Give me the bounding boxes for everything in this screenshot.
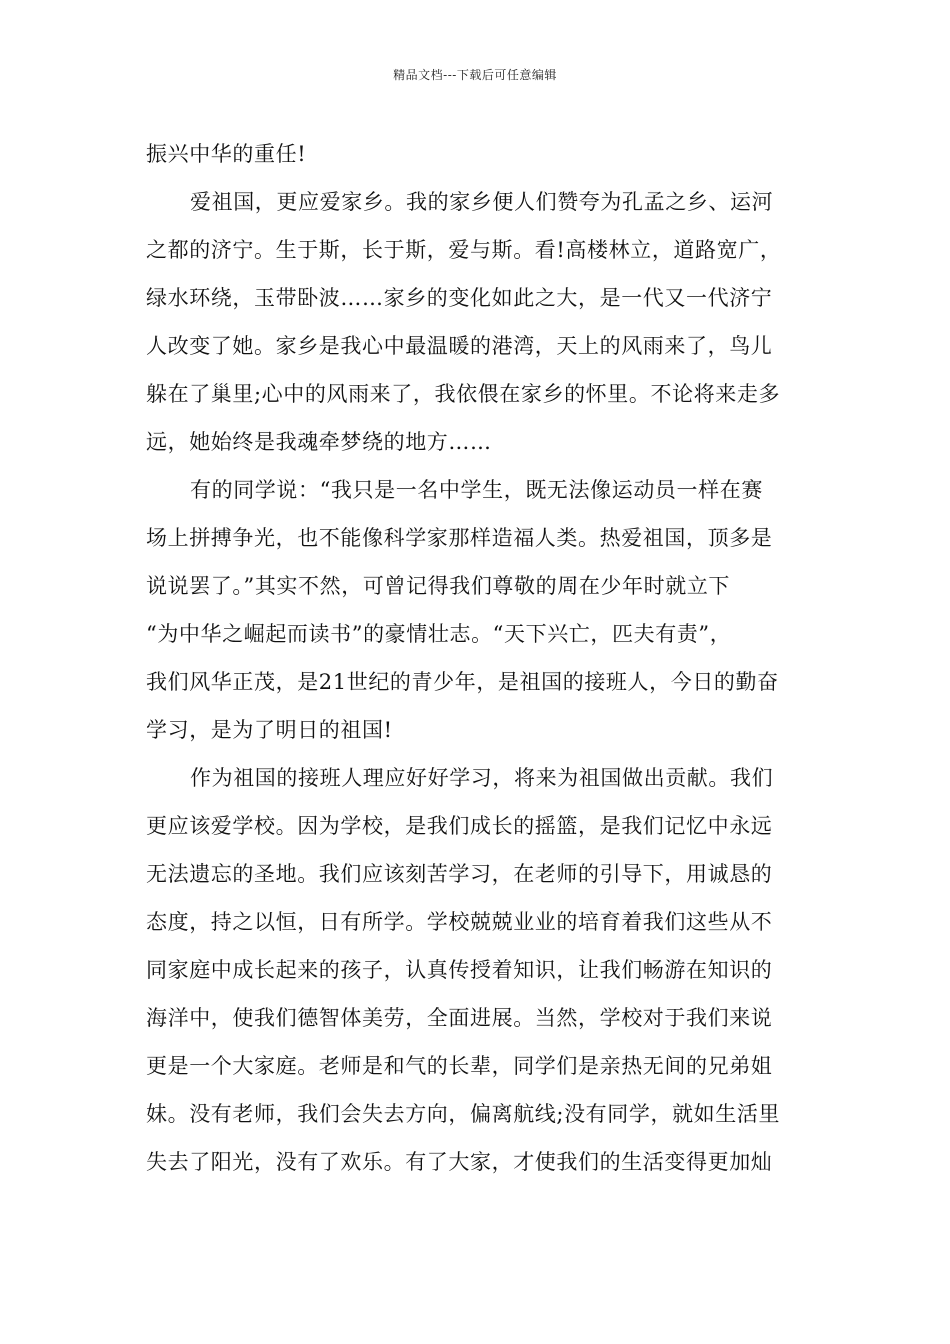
text-line: 作为祖国的接班人理应好好学习，将来为祖国做出贡献。我们 [190, 766, 774, 790]
text-line: 同家庭中成长起来的孩子，认真传授着知识，让我们畅游在知识的 [146, 958, 773, 982]
text-line: 我们风华正茂，是21世纪的青少年，是祖国的接班人，今日的勤奋 [146, 670, 779, 694]
text-line: 有的同学说：“我只是一名中学生，既无法像运动员一样在赛 [190, 478, 763, 502]
text-line: 场上拼搏争光，也不能像科学家那样造福人类。热爱祖国，顶多是 [146, 526, 773, 550]
text-line: 妹。没有老师，我们会失去方向，偏离航线;没有同学，就如生活里 [146, 1102, 781, 1126]
text-line: “为中华之崛起而读书”的豪情壮志。“天下兴亡，匹夫有责”， [146, 622, 732, 646]
text-line: 远，她始终是我魂牵梦绕的地方…… [146, 430, 492, 454]
text-line: 学习，是为了明日的祖国! [146, 718, 393, 742]
document-body [146, 130, 806, 1186]
text-line: 之都的济宁。生于斯，长于斯，爱与斯。看!高楼林立，道路宽广， [146, 238, 782, 262]
text-line: 失去了阳光，没有了欢乐。有了大家，才使我们的生活变得更加灿 [146, 1150, 773, 1174]
text-line: 绿水环绕，玉带卧波……家乡的变化如此之大，是一代又一代济宁 [146, 286, 773, 310]
text-line: 人改变了她。家乡是我心中最温暖的港湾，天上的风雨来了，鸟儿 [146, 334, 773, 358]
text-line: 态度，持之以恒，日有所学。学校兢兢业业的培育着我们这些从不 [146, 910, 773, 934]
text-line: 躲在了巢里;心中的风雨来了，我依偎在家乡的怀里。不论将来走多 [146, 382, 781, 406]
text-line: 更是一个大家庭。老师是和气的长辈，同学们是亲热无间的兄弟姐 [146, 1054, 773, 1078]
text-line: 说说罢了。”其实不然，可曾记得我们尊敬的周在少年时就立下 [146, 574, 731, 598]
text-line: 爱祖国，更应爱家乡。我的家乡便人们赞夸为孔孟之乡、运河 [190, 190, 774, 214]
text-line: 海洋中，使我们德智体美劳，全面进展。当然，学校对于我们来说 [146, 1006, 773, 1030]
page-header: 精品文档---下载后可任意编辑 [393, 68, 557, 82]
text-line: 无法遗忘的圣地。我们应该刻苦学习，在老师的引导下，用诚恳的 [146, 862, 773, 886]
text-line: 振兴中华的重任! [146, 142, 307, 166]
text-line: 更应该爱学校。因为学校，是我们成长的摇篮，是我们记忆中永远 [146, 814, 773, 838]
